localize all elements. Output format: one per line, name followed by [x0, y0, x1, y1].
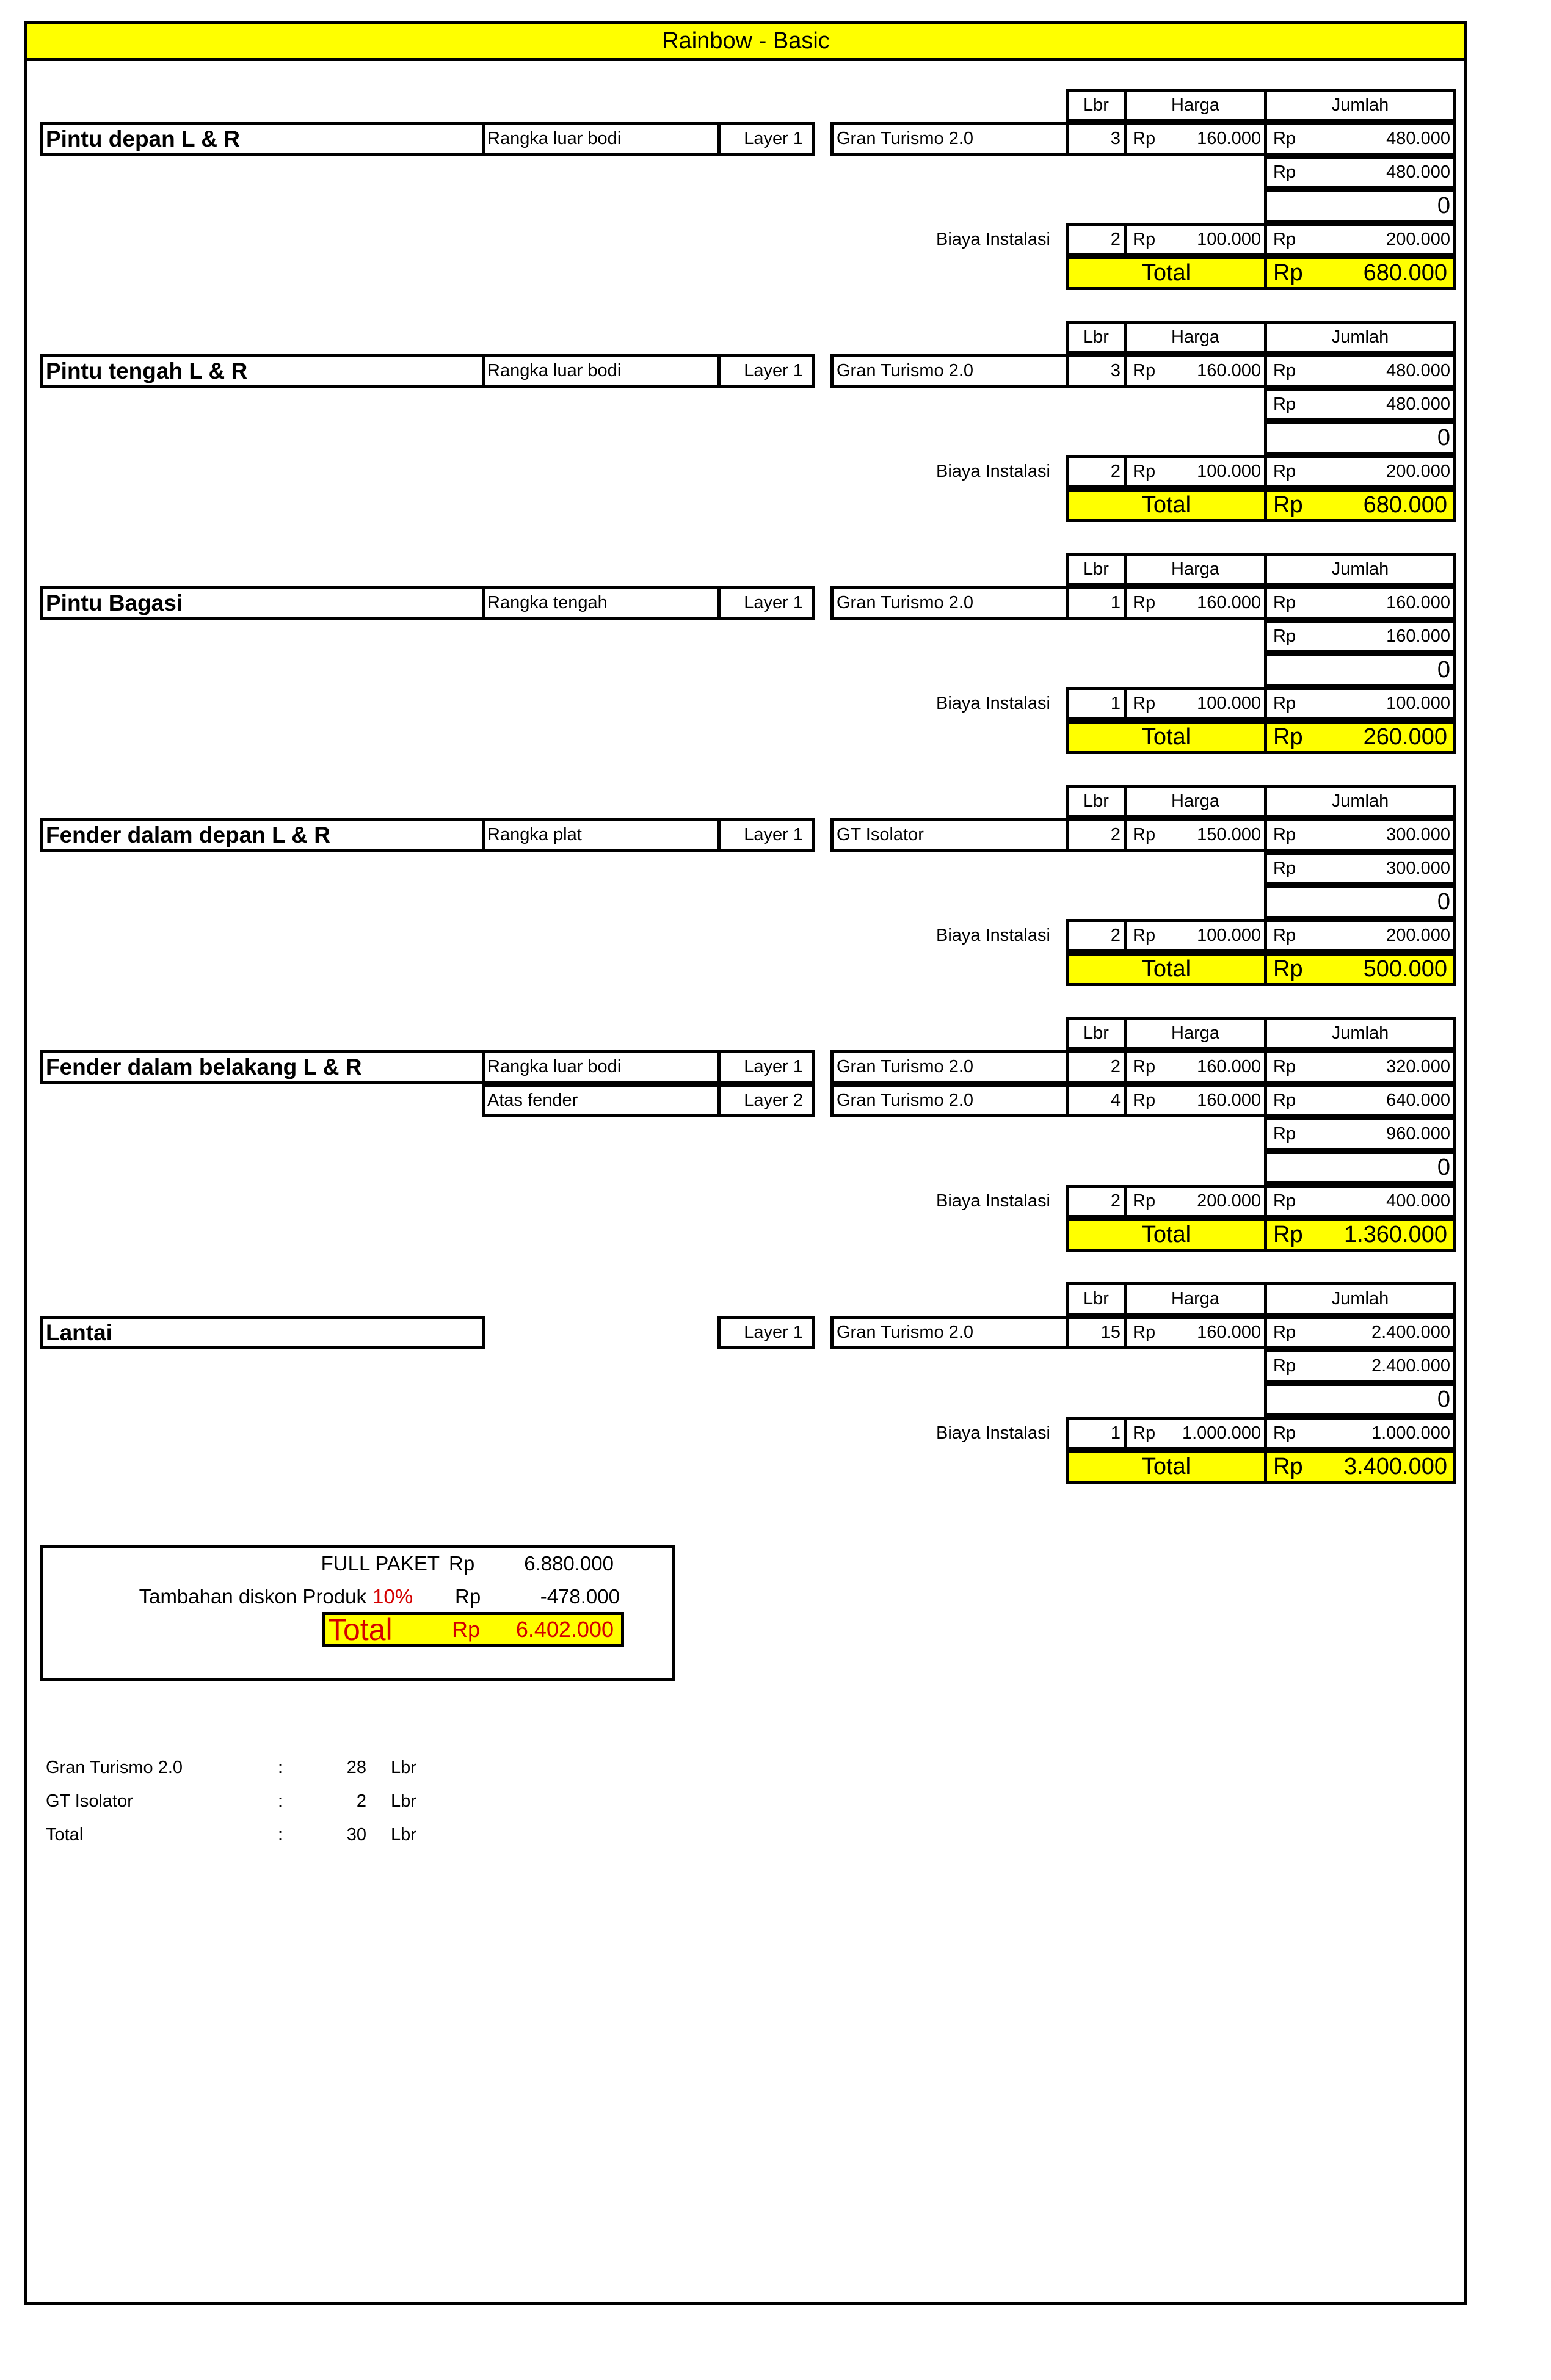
subtotal-value: 960.000: [1386, 1124, 1450, 1144]
lbr-value: 15: [1100, 1322, 1121, 1342]
lbr-value: 4: [1110, 1090, 1121, 1110]
layer-label: Layer 1: [744, 361, 803, 380]
install-harga: 100.000: [1197, 462, 1261, 481]
zero-value: 0: [1437, 193, 1450, 219]
total-label: Total: [1141, 1222, 1191, 1247]
section-name: Fender dalam depan L & R: [46, 822, 331, 847]
header-lbr: Lbr: [1083, 1023, 1109, 1043]
section-name: Pintu tengah L & R: [46, 358, 248, 383]
count-name: GT Isolator: [46, 1791, 133, 1811]
lbr-value: 2: [1110, 825, 1121, 844]
harga-value: 160.000: [1197, 129, 1261, 148]
layer-label: Layer 1: [744, 1322, 803, 1342]
layer-label: Layer 2: [744, 1090, 803, 1110]
subtotal-value: 300.000: [1386, 858, 1450, 878]
rangka-label: Rangka luar bodi: [487, 1057, 622, 1076]
install-harga: 100.000: [1197, 926, 1261, 945]
install-harga-rp: Rp: [1133, 230, 1156, 249]
install-jumlah-rp: Rp: [1273, 1423, 1296, 1443]
section-name: Pintu Bagasi: [46, 590, 183, 615]
jumlah-value: 640.000: [1386, 1090, 1450, 1110]
subtotal-rp: Rp: [1273, 1356, 1296, 1376]
biaya-instalasi-label: Biaya Instalasi: [936, 462, 1050, 481]
product-name: Gran Turismo 2.0: [837, 1057, 974, 1076]
jumlah-rp: Rp: [1273, 1090, 1296, 1110]
total-rp: Rp: [1273, 1222, 1303, 1247]
grand-total-rp: Rp: [452, 1617, 481, 1642]
count-qty: 30: [346, 1825, 366, 1845]
total-label: Total: [1141, 956, 1191, 982]
header-lbr: Lbr: [1083, 1289, 1109, 1308]
harga-value: 160.000: [1197, 1090, 1261, 1110]
layer-label: Layer 1: [744, 825, 803, 844]
header-harga: Harga: [1171, 1289, 1219, 1308]
subtotal-rp: Rp: [1273, 1124, 1296, 1144]
install-harga: 200.000: [1197, 1191, 1261, 1211]
install-harga-rp: Rp: [1133, 694, 1156, 713]
install-lbr: 2: [1110, 230, 1121, 249]
install-lbr: 2: [1110, 926, 1121, 945]
zero-value: 0: [1437, 657, 1450, 683]
zero-value: 0: [1437, 889, 1450, 915]
rangka-label: Rangka plat: [487, 825, 582, 844]
subtotal-rp: Rp: [1273, 394, 1296, 414]
count-unit: Lbr: [391, 1825, 416, 1845]
harga-value: 150.000: [1197, 825, 1261, 844]
harga-rp: Rp: [1133, 825, 1156, 844]
install-harga: 100.000: [1197, 694, 1261, 713]
section-name: Pintu depan L & R: [46, 126, 240, 151]
grand-total-value: 6.402.000: [515, 1617, 614, 1642]
subtotal-rp: Rp: [1273, 162, 1296, 182]
total-label: Total: [1141, 1454, 1191, 1479]
jumlah-rp: Rp: [1273, 1057, 1296, 1076]
product-name: Gran Turismo 2.0: [837, 593, 974, 612]
header-harga: Harga: [1171, 327, 1219, 347]
total-rp: Rp: [1273, 1454, 1303, 1479]
product-name: Gran Turismo 2.0: [837, 1090, 974, 1110]
harga-value: 160.000: [1197, 1057, 1261, 1076]
install-harga-rp: Rp: [1133, 926, 1156, 945]
install-jumlah-rp: Rp: [1273, 462, 1296, 481]
header-jumlah: Jumlah: [1331, 559, 1389, 579]
zero-value: 0: [1437, 1387, 1450, 1412]
install-harga-rp: Rp: [1133, 1191, 1156, 1211]
harga-rp: Rp: [1133, 1090, 1156, 1110]
jumlah-rp: Rp: [1273, 361, 1296, 380]
discount-label: Tambahan diskon Produk: [139, 1585, 366, 1608]
subtotal-rp: Rp: [1273, 858, 1296, 878]
rangka-label: Rangka tengah: [487, 593, 608, 612]
subtotal-value: 160.000: [1386, 626, 1450, 646]
layer-label: Layer 1: [744, 593, 803, 612]
rangka-label: Atas fender: [487, 1090, 578, 1110]
zero-value: 0: [1437, 1155, 1450, 1180]
product-name: Gran Turismo 2.0: [837, 129, 974, 148]
harga-rp: Rp: [1133, 129, 1156, 148]
total-value: 680.000: [1363, 260, 1447, 286]
subtotal-rp: Rp: [1273, 626, 1296, 646]
harga-rp: Rp: [1133, 593, 1156, 612]
layer-label: Layer 1: [744, 129, 803, 148]
biaya-instalasi-label: Biaya Instalasi: [936, 230, 1050, 249]
rangka-label: Rangka luar bodi: [487, 129, 622, 148]
full-paket-value: 6.880.000: [524, 1552, 614, 1575]
total-rp: Rp: [1273, 724, 1303, 750]
header-lbr: Lbr: [1083, 791, 1109, 811]
biaya-instalasi-label: Biaya Instalasi: [936, 1423, 1050, 1443]
zero-value: 0: [1437, 425, 1450, 451]
full-paket-rp: Rp: [449, 1552, 475, 1575]
count-name: Total: [46, 1825, 84, 1845]
header-jumlah: Jumlah: [1331, 1289, 1389, 1308]
total-rp: Rp: [1273, 956, 1303, 982]
header-jumlah: Jumlah: [1331, 1023, 1389, 1043]
install-harga: 1.000.000: [1182, 1423, 1261, 1443]
count-qty: 2: [356, 1791, 366, 1811]
subtotal-value: 480.000: [1386, 394, 1450, 414]
jumlah-value: 2.400.000: [1371, 1322, 1450, 1342]
biaya-instalasi-label: Biaya Instalasi: [936, 926, 1050, 945]
section-name: Fender dalam belakang L & R: [46, 1054, 362, 1079]
rangka-label: Rangka luar bodi: [487, 361, 622, 380]
count-unit: Lbr: [391, 1758, 416, 1777]
lbr-value: 2: [1110, 1057, 1121, 1076]
install-jumlah-rp: Rp: [1273, 926, 1296, 945]
install-lbr: 1: [1110, 694, 1121, 713]
discount-percent: 10%: [372, 1585, 413, 1608]
total-label: Total: [1141, 260, 1191, 286]
install-jumlah: 400.000: [1386, 1191, 1450, 1211]
install-jumlah: 200.000: [1386, 230, 1450, 249]
install-jumlah: 100.000: [1386, 694, 1450, 713]
install-jumlah: 1.000.000: [1371, 1423, 1450, 1443]
header-jumlah: Jumlah: [1331, 327, 1389, 347]
harga-value: 160.000: [1197, 593, 1261, 612]
total-value: 1.360.000: [1343, 1222, 1447, 1247]
install-jumlah: 200.000: [1386, 926, 1450, 945]
jumlah-value: 480.000: [1386, 129, 1450, 148]
header-harga: Harga: [1171, 559, 1219, 579]
grand-total-label: Total: [328, 1613, 393, 1647]
jumlah-rp: Rp: [1273, 129, 1296, 148]
harga-rp: Rp: [1133, 1322, 1156, 1342]
lbr-value: 3: [1110, 361, 1121, 380]
header-jumlah: Jumlah: [1331, 95, 1389, 115]
total-value: 260.000: [1363, 724, 1447, 750]
header-lbr: Lbr: [1083, 95, 1109, 115]
lbr-value: 3: [1110, 129, 1121, 148]
jumlah-value: 320.000: [1386, 1057, 1450, 1076]
install-lbr: 2: [1110, 462, 1121, 481]
harga-rp: Rp: [1133, 1057, 1156, 1076]
discount-rp: Rp: [455, 1585, 481, 1608]
layer-label: Layer 1: [744, 1057, 803, 1076]
jumlah-value: 160.000: [1386, 593, 1450, 612]
header-harga: Harga: [1171, 1023, 1219, 1043]
total-label: Total: [1141, 724, 1191, 750]
header-jumlah: Jumlah: [1331, 791, 1389, 811]
full-paket-label: FULL PAKET: [321, 1552, 440, 1575]
header-lbr: Lbr: [1083, 559, 1109, 579]
lbr-value: 1: [1110, 593, 1121, 612]
header-harga: Harga: [1171, 791, 1219, 811]
install-harga-rp: Rp: [1133, 462, 1156, 481]
biaya-instalasi-label: Biaya Instalasi: [936, 694, 1050, 713]
total-value: 680.000: [1363, 492, 1447, 518]
harga-rp: Rp: [1133, 361, 1156, 380]
total-label: Total: [1141, 492, 1191, 518]
jumlah-rp: Rp: [1273, 1322, 1296, 1342]
install-jumlah-rp: Rp: [1273, 230, 1296, 249]
subtotal-value: 480.000: [1386, 162, 1450, 182]
count-separator: :: [278, 1758, 283, 1777]
total-rp: Rp: [1273, 492, 1303, 518]
header-harga: Harga: [1171, 95, 1219, 115]
install-harga-rp: Rp: [1133, 1423, 1156, 1443]
harga-value: 160.000: [1197, 361, 1261, 380]
product-name: Gran Turismo 2.0: [837, 1322, 974, 1342]
count-name: Gran Turismo 2.0: [46, 1758, 183, 1777]
total-rp: Rp: [1273, 260, 1303, 286]
harga-value: 160.000: [1197, 1322, 1261, 1342]
sheet-title: Rainbow - Basic: [27, 24, 1464, 61]
install-harga: 100.000: [1197, 230, 1261, 249]
install-lbr: 1: [1110, 1423, 1121, 1443]
install-jumlah-rp: Rp: [1273, 694, 1296, 713]
count-qty: 28: [346, 1758, 366, 1777]
product-name: GT Isolator: [837, 825, 924, 844]
total-value: 500.000: [1363, 956, 1447, 982]
jumlah-rp: Rp: [1273, 825, 1296, 844]
jumlah-rp: Rp: [1273, 593, 1296, 612]
biaya-instalasi-label: Biaya Instalasi: [936, 1191, 1050, 1211]
count-unit: Lbr: [391, 1791, 416, 1811]
install-jumlah: 200.000: [1386, 462, 1450, 481]
product-name: Gran Turismo 2.0: [837, 361, 974, 380]
install-jumlah-rp: Rp: [1273, 1191, 1296, 1211]
install-lbr: 2: [1110, 1191, 1121, 1211]
subtotal-value: 2.400.000: [1371, 1356, 1450, 1376]
total-value: 3.400.000: [1343, 1454, 1447, 1479]
jumlah-value: 300.000: [1386, 825, 1450, 844]
discount-value: -478.000: [540, 1585, 620, 1608]
header-lbr: Lbr: [1083, 327, 1109, 347]
section-name: Lantai: [46, 1320, 112, 1345]
count-separator: :: [278, 1825, 283, 1845]
jumlah-value: 480.000: [1386, 361, 1450, 380]
count-separator: :: [278, 1791, 283, 1811]
